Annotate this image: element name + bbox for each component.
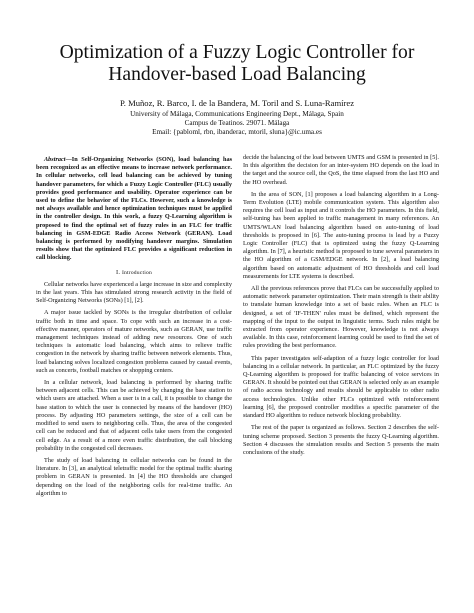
- abstract: [36, 156, 232, 263]
- body-paragraph: A major issue tackled by SONs is the irregular distribution of cellular traffic both in time and space. To cope with such an increase in a cost-effective manner, operators of mature networks, such as GERAN, use traffic management techniques instead of adding new resources. One of such techniques is automatic load balancing, which aims to relieve traffic congestion in the network by sharing traffic between network elements. Thus, load balancing solves localized congestion problems caused by casual events, such as concerts, football matches or shopping centers.: [36, 309, 232, 374]
- left-column: [36, 156, 232, 502]
- body-paragraph: This paper investigates self-adaption of a fuzzy logic controller for load balancing in a cellular network. In particular, an FLC optimized by the fuzzy Q-Learning algorithm is proposed for traffic balancing of voice services in GERAN. It should be pointed out that GERAN is selected only as an example of radio access technology and results should be applicable to other radio access technologies. Unlike other FLCs optimized with reinforcement learning [6], the proposed controller modifies a specific parameter of the standard HO algorithm to reduce network blocking probability.: [243, 354, 439, 420]
- body-paragraph: All the previous references prove that FLCs can be successfully applied to automatic network parameter optimization. Their main strength is their ability to translate human knowledge into a set of basic rules. When an FLC is designed, a set of 'IF-THEN' rules must be defined, which represent the mapping of the input to the output in linguistic terms. Such rules might be extracted from operator experience. However, knowledge is not always available. In this case, reinforcement learning could be used to find the set of rules providing the best performance.: [243, 285, 439, 350]
- body-paragraph: The rest of the paper is organized as follows. Section 2 describes the self-tuning scheme proposed. Section 3 presents the fuzzy Q-Learning algorithm. Section 4 discusses the simulation results and Section 5 presents the main conclusions of the study.: [243, 424, 439, 456]
- abstract-label: Abstract: [44, 156, 66, 163]
- body-paragraph: In the area of SON, [1] proposes a load balancing algorithm in a Long-Term Evolution (LTE) mobile communication system. This algorithm also requires the cell load as input and it controls the HO parameters. In this field, self-tuning has been applied to traffic management in many references. An UMTS/WLAN load balancing algorithm based on auto-tuning of load thresholds is proposed in [6]. The auto-tuning process is lead by a Fuzzy Logic Controller (FLC) that is optimized using the fuzzy Q-Learning algorithm. In [7], a heuristic method is proposed to tune several parameters in the HO algorithm of a GSM/EDGE network. In [2], a load balancing algorithm based on automatic adjustment of HO thresholds and cell load measurements for LTE systems is described.: [243, 190, 439, 280]
- title-line-2: Handover-based Load Balancing: [108, 64, 366, 85]
- body-paragraph: Cellular networks have experienced a large increase in size and complexity in the last years. This has stimulated strong research activity in the field of Self-Organizing Networks (SONs) [1], [2].: [36, 280, 233, 305]
- affiliation-line-2: Campus de Teatinos. 29071. Málaga: [184, 119, 290, 127]
- paper-title: [30, 42, 444, 86]
- affiliation-line-1: University of Málaga, Communications Engineering Dept., Málaga, Spain: [130, 110, 344, 118]
- right-column: [243, 154, 439, 461]
- section-heading-introduction: [36, 269, 232, 277]
- affiliation-email: Email: {pabloml, rbn, ibanderac, mtoril, sluna}@ic.uma.es: [152, 128, 322, 136]
- abstract-text: —In Self-Organizing Networks (SON), load balancing has been recognized as an effective means to increase network performance. In cellular networks, cell load balancing can be achieved by tuning handover parameters, for which a Fuzzy Logic Controller (FLC) usually provides good performance and usability. Operator experience can be used to define the behavior of the FLCs. However, such a knowledge is not always available and hence optimization techniques must be applied in the controller design. In this work, a fuzzy Q-Learning algorithm is proposed to find the optimal set of fuzzy rules in an FLC for traffic balancing in GSM-EDGE Radio Access Network (GERAN). Load balancing is performed by modifying handover margins. Simulation results show that the optimized FLC provides a significant reduction in call blocking.: [36, 156, 232, 262]
- body-paragraph: In a cellular network, load balancing is performed by sharing traffic between adjacent cells. This can be achieved by changing the base station to which users are attached. When a user is in a call, it is possible to change the base station to which the user is connected by means of the handover (HO) process. By adjusting HO parameters settings, the size of a cell can be modified to send users to neighboring cells. Thus, the area of the congested cell can be reduced and that of adjacent cells take users from the congested cell edge. As a result of a more even traffic distribution, the call blocking probability in the congested cell decreases.: [36, 379, 232, 452]
- author-list: P. Muñoz, R. Barco, I. de la Bandera, M. Toril and S. Luna-Ramírez: [119, 98, 355, 108]
- title-line-1: Optimization of a Fuzzy Logic Controller for: [59, 42, 415, 63]
- section-title: Introduction: [121, 269, 152, 276]
- body-paragraph: The study of load balancing in cellular networks can be found in the literature. In [3], an analytical teletraffic model for the optimal traffic sharing problem in GERAN is presented. In [4] the HO thresholds are changed depending on the load of the neighboring cells for real-time traffic. An algorithm to: [36, 456, 232, 497]
- section-numeral: I.: [115, 268, 121, 276]
- body-paragraph: decide the balancing of the load between UMTS and GSM is presented in [5]. In this algorithm the decision for an inter-system HO depends on the load in the target and the source cell, the QoS, the time elapsed from the last HO and the HO overhead.: [243, 154, 439, 186]
